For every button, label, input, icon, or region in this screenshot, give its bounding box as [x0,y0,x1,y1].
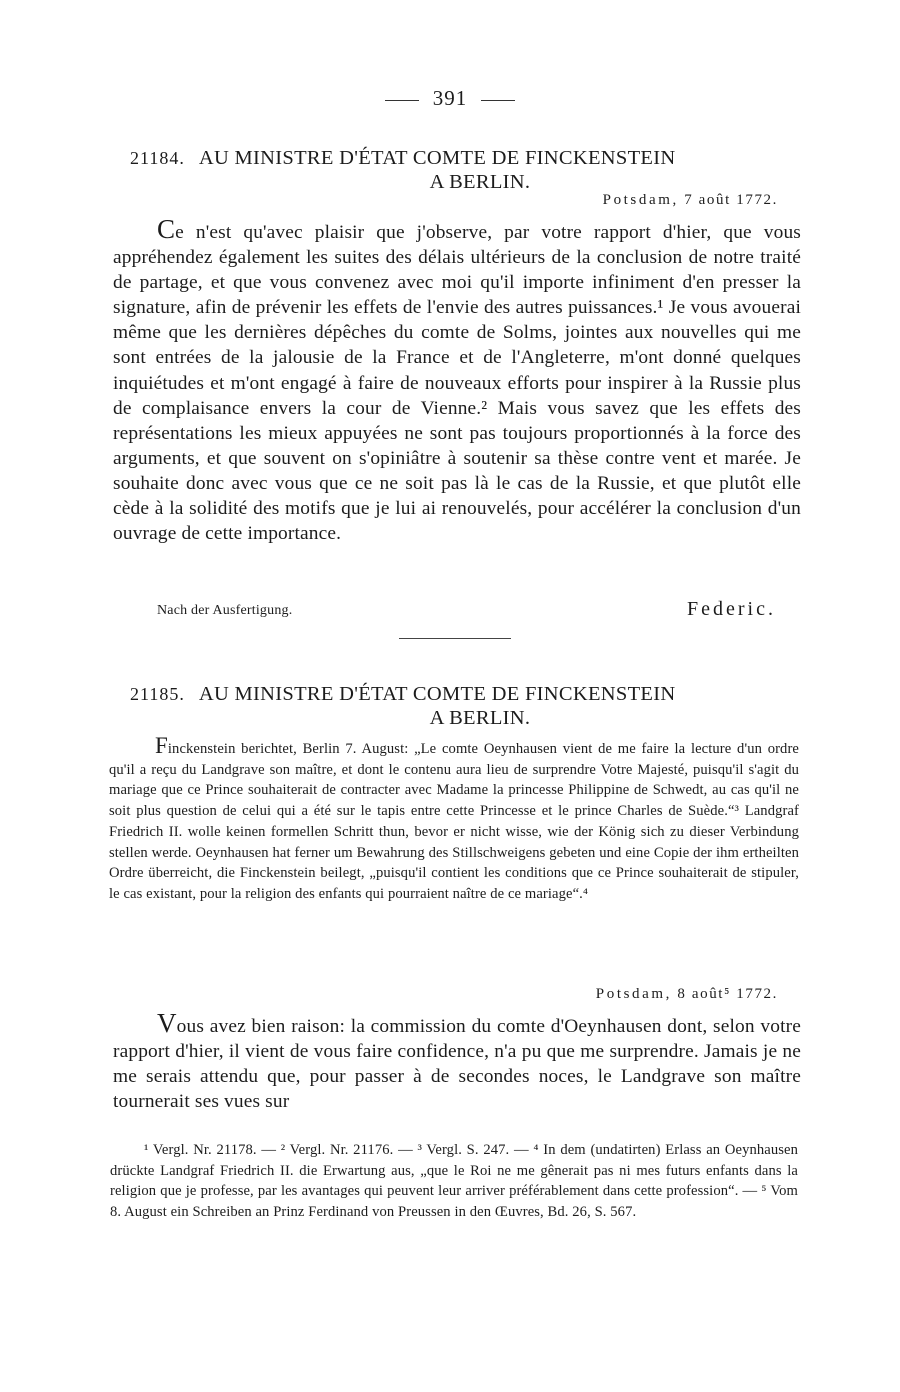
date-value: 7 août 1772. [684,192,778,208]
drop-cap: V [157,1008,177,1038]
drop-cap: F [155,733,168,758]
dateline [596,986,778,1003]
drop-cap: C [157,214,176,244]
editorial-summary [109,733,799,905]
page-number-header [0,86,900,111]
folio-dash-left [385,100,419,101]
folio-dash-right [481,100,515,101]
letter-number: 21185. [130,684,185,704]
letter-title-line2: A BERLIN. [429,171,531,193]
footnotes [110,1140,798,1222]
letter-body [113,1008,801,1114]
letter-title-line2: A BERLIN. [429,707,531,729]
date-value: 8 août⁵ 1772. [677,986,778,1002]
source-note: Nach der Ausfertigung. [157,603,293,618]
date-place: Potsdam, [595,986,673,1002]
letter-paragraph [113,1008,801,1114]
letter-paragraph [113,214,801,546]
letter-heading [130,682,790,730]
dateline [603,192,778,209]
page-number: 391 [432,86,468,110]
letter-text: ous avez bien raison: la commission du comte d'Oeynhausen dont, selon votre rapport d'hier, il vient de vous faire confidence, n'a pu que me surprendre. Jamais je ne me serais attendu que, pour passer à de secondes noces, le Landgrave son maître tournerait ses vues sur [113,1016,801,1113]
date-place: Potsdam, [602,192,679,208]
signature: Federic. [687,598,776,620]
summary-paragraph [109,733,799,905]
letter-text: e n'est qu'avec plaisir que j'observe, par votre rapport d'hier, que vous appréhendez également les suites des délais ultérieurs de la conclusion de notre traité de partage, et que vous convenez avec moi qu'il importe infiniment d'en presser la signature, afin de prévenir les effets de l'envie des autres puissances.¹ Je vous avouerai même que les dernières dépêches du comte de Solms, jointes aux nouvelles qui me sont entrées de la jalousie de la France et de l'Angleterre, m'ont donné quelques inquiétudes et m'ont engagé à faire de nouveaux efforts pour inspirer à la Russie plus de complaisance envers la cour de Vienne.² Mais vous savez que les effets des représentations les mieux appuyées ne sont pas toujours proportionnés à la force des arguments, et que souvent on s'opiniâtre à soutenir sa thèse contre vent et marée. Je souhaite donc avec vous que ce ne soit pas là le cas de la Russie, et que plutôt elle cède à la solidité des motifs que je lui ai renouvelés, pour accélérer la conclusion d'un ouvrage de cette importance. [113,222,801,545]
footnote-text: ¹ Vergl. Nr. 21178. — ² Vergl. Nr. 21176. — ³ Vergl. S. 247. — ⁴ In dem (undatirten) Erlass an Oeynhausen drückte Landgraf Friedrich II. die Erwartung aus, „que le Roi ne me gênerait pas ni mes futurs enfants dans la religion que je professe, par les avantages qui peuvent leur arriver préférablement dans cette profession“. — ⁵ Vom 8. August ein Schreiben an Prinz Ferdinand von Preussen in den Œuvres, Bd. 26, S. 567. [110,1142,798,1220]
letter-number: 21184. [130,148,185,168]
summary-text: inckenstein berichtet, Berlin 7. August: „Le comte Oeynhausen vient de me faire la lecture d'un ordre qu'il a reçu du Landgrave son maître, et dont le contenu aura lieu de surprendre Votre Majesté, puisqu'il s'agit du mariage que ce Prince souhaiterait de contracter avec Madame la princesse Philippine de Schwedt, au cas qu'il ne soit plus question de celui qui a été sur le tapis entre cette Princesse et le prince Charles de Suède.“³ Landgraf Friedrich II. wolle keinen formellen Schritt thun, bevor er nicht wisse, wie der König sich zu dieser Verbindung stellen werde. Oeynhausen hat ferner um Bewahrung des Stillschweigens gebeten und eine Copie der ihm ertheilten Ordre überreicht, die Finckenstein beilegt, „puisqu'il contient les conditions que ce Prince souhaiterait de stipuler, le cas existant, pour la religion des enfants qui pourraient naître de ce mariage“.⁴ [109,741,799,902]
letter-title: AU MINISTRE D'ÉTAT COMTE DE FINCKENSTEIN [198,147,676,169]
section-divider [399,638,511,639]
letter-heading [130,146,790,194]
letter-title: AU MINISTRE D'ÉTAT COMTE DE FINCKENSTEIN [198,683,676,705]
letter-body [113,214,801,546]
